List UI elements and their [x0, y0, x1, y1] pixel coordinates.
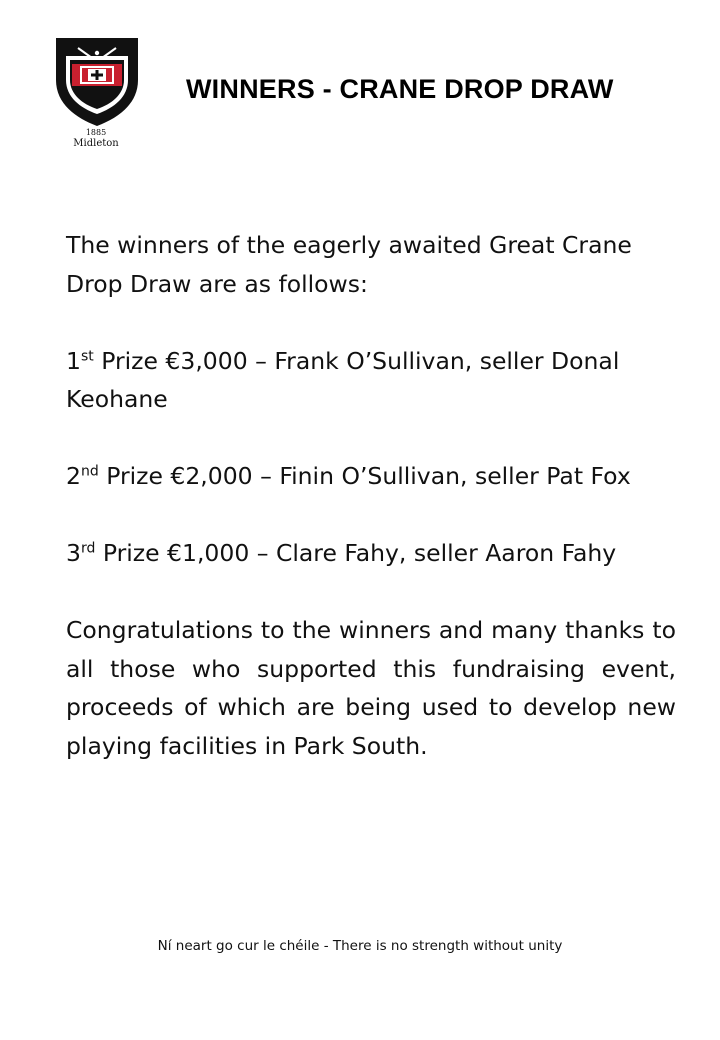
prize-second: [66, 457, 676, 496]
crest-town: Midleton: [73, 138, 119, 149]
prize-details: Prize €1,000 – Clare Fahy, seller Aaron Fahy: [95, 539, 617, 567]
crest-year: 1885: [85, 128, 107, 137]
prize-rank-suffix: rd: [80, 540, 96, 557]
prize-first: [66, 342, 676, 419]
crest-shield-icon: [52, 34, 142, 129]
page-title: WINNERS - CRANE DROP DRAW: [186, 74, 614, 104]
closing-paragraph: Congratulations to the winners and many thanks to all those who supported this fundraising event, proceeds of which are being used to develop new playing facilities in Park South.: [66, 616, 676, 760]
footer-motto: Ní neart go cur le chéile - There is no strength without unity: [157, 938, 563, 954]
prize-rank-number: 2: [66, 462, 81, 490]
prize-details: Prize €2,000 – Finin O’Sullivan, seller Pat Fox: [98, 462, 631, 490]
club-crest-logo: [52, 34, 142, 154]
intro-paragraph: The winners of the eagerly awaited Great Crane Drop Draw are as follows:: [66, 231, 632, 298]
document-body: [66, 226, 676, 804]
prize-details: Prize €3,000 – Frank O’Sullivan, seller Donal Keohane: [66, 346, 620, 413]
prize-third: [66, 534, 676, 573]
prize-rank-number: 3: [66, 539, 81, 567]
prize-rank-suffix: st: [80, 348, 94, 365]
prize-rank-number: 1: [66, 346, 81, 375]
prize-rank-suffix: nd: [80, 463, 99, 480]
